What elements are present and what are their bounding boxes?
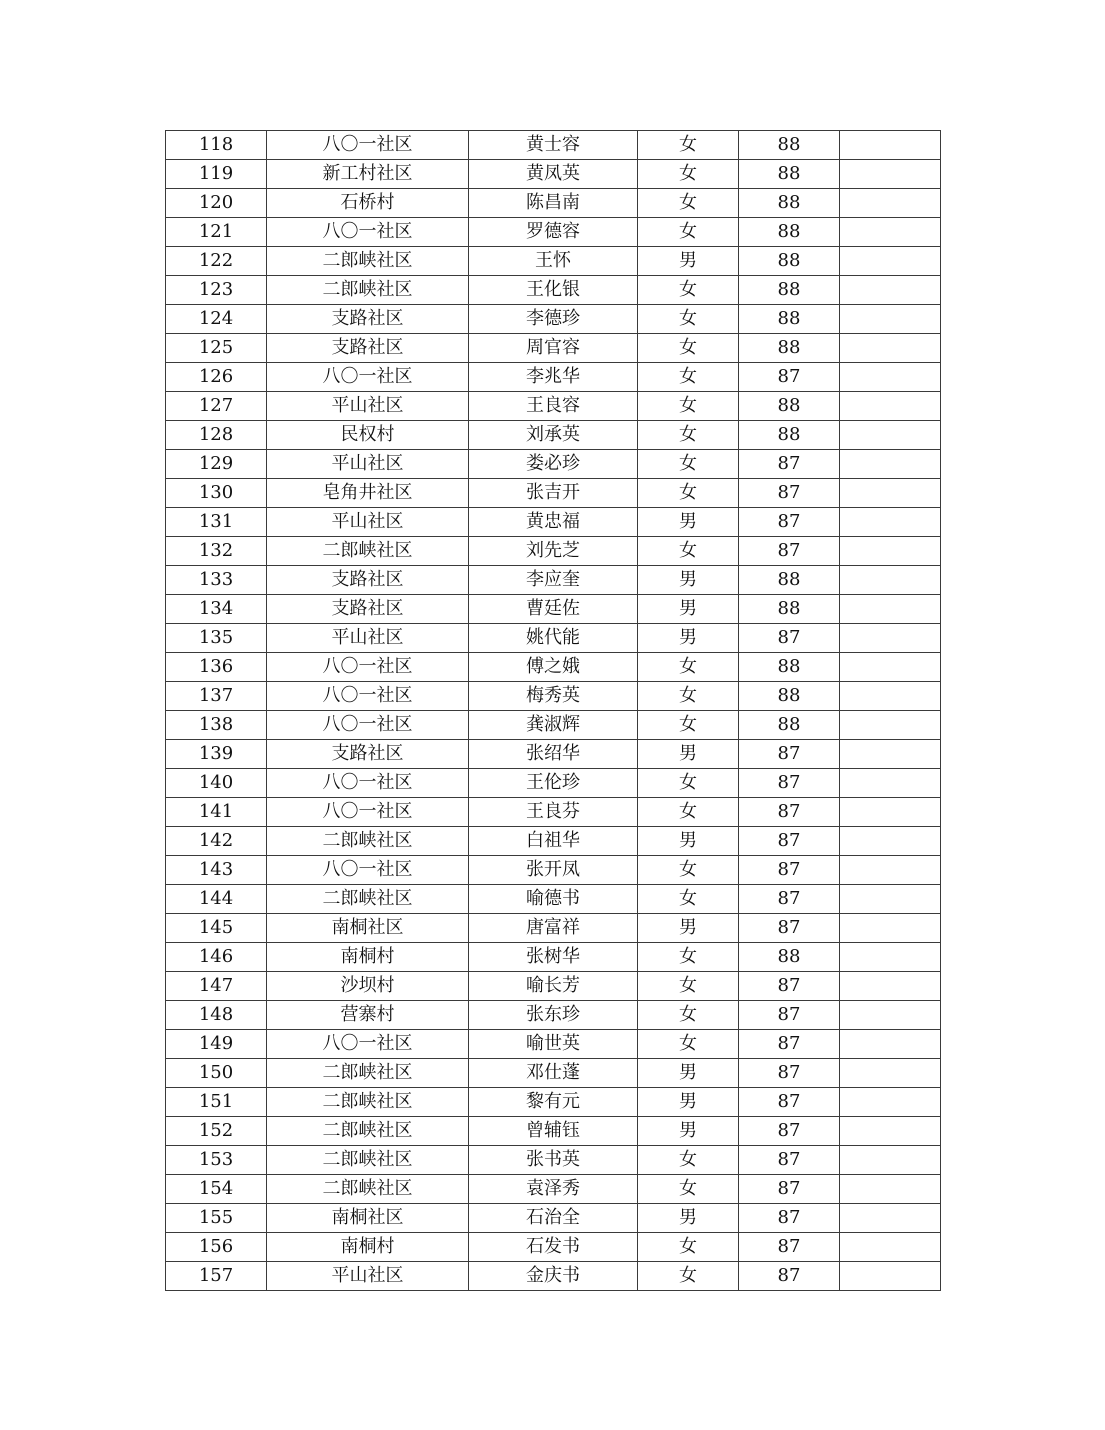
table-row — [166, 334, 941, 363]
note-cell — [840, 566, 941, 595]
table-row — [166, 363, 941, 392]
row-number-cell: 145 — [166, 914, 267, 943]
name-cell: 张东珍 — [469, 1001, 638, 1030]
age-cell: 87 — [739, 1030, 840, 1059]
sex-cell: 女 — [638, 711, 739, 740]
table-row — [166, 479, 941, 508]
table-row — [166, 682, 941, 711]
row-number-cell: 137 — [166, 682, 267, 711]
sex-cell: 女 — [638, 537, 739, 566]
age-cell: 87 — [739, 1001, 840, 1030]
table-row — [166, 798, 941, 827]
age-cell: 87 — [739, 1117, 840, 1146]
community-cell: 二郎峡社区 — [267, 885, 469, 914]
age-cell: 87 — [739, 624, 840, 653]
note-cell — [840, 1233, 941, 1262]
roster-table — [165, 130, 941, 1291]
name-cell: 傅之娥 — [469, 653, 638, 682]
note-cell — [840, 769, 941, 798]
sex-cell: 女 — [638, 1233, 739, 1262]
table-row — [166, 189, 941, 218]
note-cell — [840, 276, 941, 305]
table-row — [166, 653, 941, 682]
row-number-cell: 151 — [166, 1088, 267, 1117]
sex-cell: 女 — [638, 798, 739, 827]
row-number-cell: 121 — [166, 218, 267, 247]
note-cell — [840, 1146, 941, 1175]
table-row — [166, 856, 941, 885]
community-cell: 二郎峡社区 — [267, 537, 469, 566]
note-cell — [840, 943, 941, 972]
table-row — [166, 1117, 941, 1146]
community-cell: 平山社区 — [267, 450, 469, 479]
community-cell: 平山社区 — [267, 392, 469, 421]
community-cell: 民权村 — [267, 421, 469, 450]
note-cell — [840, 305, 941, 334]
community-cell: 八〇一社区 — [267, 798, 469, 827]
community-cell: 支路社区 — [267, 740, 469, 769]
sex-cell: 女 — [638, 392, 739, 421]
table-row — [166, 943, 941, 972]
community-cell: 南桐村 — [267, 943, 469, 972]
note-cell — [840, 537, 941, 566]
note-cell — [840, 1117, 941, 1146]
age-cell: 88 — [739, 943, 840, 972]
age-cell: 88 — [739, 305, 840, 334]
row-number-cell: 128 — [166, 421, 267, 450]
name-cell: 陈昌南 — [469, 189, 638, 218]
sex-cell: 女 — [638, 334, 739, 363]
sex-cell: 男 — [638, 740, 739, 769]
table-row — [166, 1175, 941, 1204]
name-cell: 周官容 — [469, 334, 638, 363]
note-cell — [840, 885, 941, 914]
community-cell: 沙坝村 — [267, 972, 469, 1001]
sex-cell: 男 — [638, 1204, 739, 1233]
sex-cell: 女 — [638, 1262, 739, 1291]
note-cell — [840, 711, 941, 740]
community-cell: 八〇一社区 — [267, 131, 469, 160]
sex-cell: 女 — [638, 131, 739, 160]
row-number-cell: 138 — [166, 711, 267, 740]
row-number-cell: 141 — [166, 798, 267, 827]
community-cell: 新工村社区 — [267, 160, 469, 189]
note-cell — [840, 798, 941, 827]
row-number-cell: 129 — [166, 450, 267, 479]
table-row — [166, 1059, 941, 1088]
age-cell: 87 — [739, 972, 840, 1001]
table-row — [166, 1262, 941, 1291]
community-cell: 八〇一社区 — [267, 1030, 469, 1059]
age-cell: 87 — [739, 740, 840, 769]
sex-cell: 女 — [638, 682, 739, 711]
name-cell: 曾辅钰 — [469, 1117, 638, 1146]
table-row — [166, 885, 941, 914]
row-number-cell: 119 — [166, 160, 267, 189]
name-cell: 曹廷佐 — [469, 595, 638, 624]
age-cell: 87 — [739, 537, 840, 566]
row-number-cell: 127 — [166, 392, 267, 421]
row-number-cell: 134 — [166, 595, 267, 624]
note-cell — [840, 160, 941, 189]
community-cell: 皂角井社区 — [267, 479, 469, 508]
name-cell: 张开凤 — [469, 856, 638, 885]
name-cell: 喻长芳 — [469, 972, 638, 1001]
note-cell — [840, 972, 941, 1001]
note-cell — [840, 1001, 941, 1030]
sex-cell: 女 — [638, 1175, 739, 1204]
name-cell: 唐富祥 — [469, 914, 638, 943]
note-cell — [840, 131, 941, 160]
sex-cell: 女 — [638, 276, 739, 305]
sex-cell: 女 — [638, 305, 739, 334]
name-cell: 娄必珍 — [469, 450, 638, 479]
community-cell: 南桐社区 — [267, 1204, 469, 1233]
sex-cell: 女 — [638, 972, 739, 1001]
note-cell — [840, 740, 941, 769]
age-cell: 88 — [739, 682, 840, 711]
row-number-cell: 144 — [166, 885, 267, 914]
name-cell: 龚淑辉 — [469, 711, 638, 740]
age-cell: 88 — [739, 218, 840, 247]
name-cell: 张绍华 — [469, 740, 638, 769]
community-cell: 平山社区 — [267, 1262, 469, 1291]
row-number-cell: 149 — [166, 1030, 267, 1059]
name-cell: 王良芬 — [469, 798, 638, 827]
row-number-cell: 124 — [166, 305, 267, 334]
age-cell: 87 — [739, 1175, 840, 1204]
row-number-cell: 132 — [166, 537, 267, 566]
name-cell: 石治全 — [469, 1204, 638, 1233]
name-cell: 袁泽秀 — [469, 1175, 638, 1204]
sex-cell: 男 — [638, 914, 739, 943]
community-cell: 二郎峡社区 — [267, 247, 469, 276]
community-cell: 二郎峡社区 — [267, 1117, 469, 1146]
row-number-cell: 126 — [166, 363, 267, 392]
note-cell — [840, 827, 941, 856]
sex-cell: 女 — [638, 1001, 739, 1030]
community-cell: 二郎峡社区 — [267, 1059, 469, 1088]
note-cell — [840, 914, 941, 943]
sex-cell: 女 — [638, 1030, 739, 1059]
row-number-cell: 150 — [166, 1059, 267, 1088]
row-number-cell: 131 — [166, 508, 267, 537]
table-row — [166, 421, 941, 450]
age-cell: 87 — [739, 1088, 840, 1117]
table-row — [166, 914, 941, 943]
table-row — [166, 972, 941, 1001]
note-cell — [840, 450, 941, 479]
table-row — [166, 624, 941, 653]
age-cell: 87 — [739, 769, 840, 798]
sex-cell: 男 — [638, 508, 739, 537]
table-row — [166, 305, 941, 334]
row-number-cell: 152 — [166, 1117, 267, 1146]
table-row — [166, 595, 941, 624]
sex-cell: 男 — [638, 566, 739, 595]
note-cell — [840, 421, 941, 450]
note-cell — [840, 363, 941, 392]
sex-cell: 女 — [638, 218, 739, 247]
row-number-cell: 122 — [166, 247, 267, 276]
sex-cell: 女 — [638, 653, 739, 682]
note-cell — [840, 1030, 941, 1059]
note-cell — [840, 595, 941, 624]
table-row — [166, 131, 941, 160]
sex-cell: 女 — [638, 769, 739, 798]
note-cell — [840, 218, 941, 247]
roster-table-body — [166, 131, 941, 1291]
note-cell — [840, 682, 941, 711]
age-cell: 88 — [739, 131, 840, 160]
age-cell: 87 — [739, 479, 840, 508]
sex-cell: 女 — [638, 421, 739, 450]
age-cell: 87 — [739, 363, 840, 392]
age-cell: 88 — [739, 392, 840, 421]
age-cell: 87 — [739, 1233, 840, 1262]
name-cell: 黄凤英 — [469, 160, 638, 189]
row-number-cell: 130 — [166, 479, 267, 508]
age-cell: 88 — [739, 189, 840, 218]
note-cell — [840, 1204, 941, 1233]
row-number-cell: 140 — [166, 769, 267, 798]
age-cell: 87 — [739, 827, 840, 856]
name-cell: 黄士容 — [469, 131, 638, 160]
sex-cell: 女 — [638, 943, 739, 972]
table-row — [166, 1233, 941, 1262]
name-cell: 王怀 — [469, 247, 638, 276]
row-number-cell: 153 — [166, 1146, 267, 1175]
age-cell: 87 — [739, 885, 840, 914]
sex-cell: 女 — [638, 160, 739, 189]
note-cell — [840, 653, 941, 682]
row-number-cell: 157 — [166, 1262, 267, 1291]
age-cell: 87 — [739, 1146, 840, 1175]
table-row — [166, 1204, 941, 1233]
name-cell: 喻德书 — [469, 885, 638, 914]
community-cell: 支路社区 — [267, 595, 469, 624]
row-number-cell: 156 — [166, 1233, 267, 1262]
row-number-cell: 143 — [166, 856, 267, 885]
name-cell: 刘先芝 — [469, 537, 638, 566]
name-cell: 罗德容 — [469, 218, 638, 247]
age-cell: 87 — [739, 856, 840, 885]
community-cell: 二郎峡社区 — [267, 1175, 469, 1204]
age-cell: 88 — [739, 566, 840, 595]
name-cell: 李德珍 — [469, 305, 638, 334]
community-cell: 二郎峡社区 — [267, 1088, 469, 1117]
sex-cell: 男 — [638, 624, 739, 653]
sex-cell: 女 — [638, 856, 739, 885]
row-number-cell: 139 — [166, 740, 267, 769]
age-cell: 88 — [739, 276, 840, 305]
row-number-cell: 136 — [166, 653, 267, 682]
name-cell: 李兆华 — [469, 363, 638, 392]
sex-cell: 女 — [638, 479, 739, 508]
name-cell: 喻世英 — [469, 1030, 638, 1059]
age-cell: 88 — [739, 421, 840, 450]
note-cell — [840, 392, 941, 421]
age-cell: 87 — [739, 1204, 840, 1233]
age-cell: 87 — [739, 1059, 840, 1088]
table-row — [166, 769, 941, 798]
note-cell — [840, 1262, 941, 1291]
age-cell: 87 — [739, 798, 840, 827]
community-cell: 南桐村 — [267, 1233, 469, 1262]
table-row — [166, 218, 941, 247]
community-cell: 营寨村 — [267, 1001, 469, 1030]
table-row — [166, 247, 941, 276]
community-cell: 八〇一社区 — [267, 363, 469, 392]
row-number-cell: 123 — [166, 276, 267, 305]
age-cell: 88 — [739, 595, 840, 624]
table-row — [166, 160, 941, 189]
table-row — [166, 1030, 941, 1059]
name-cell: 姚代能 — [469, 624, 638, 653]
table-row — [166, 1088, 941, 1117]
row-number-cell: 142 — [166, 827, 267, 856]
community-cell: 支路社区 — [267, 334, 469, 363]
name-cell: 黄忠福 — [469, 508, 638, 537]
age-cell: 87 — [739, 914, 840, 943]
sex-cell: 男 — [638, 247, 739, 276]
table-row — [166, 711, 941, 740]
name-cell: 金庆书 — [469, 1262, 638, 1291]
community-cell: 八〇一社区 — [267, 769, 469, 798]
sex-cell: 男 — [638, 827, 739, 856]
name-cell: 白祖华 — [469, 827, 638, 856]
name-cell: 张吉开 — [469, 479, 638, 508]
name-cell: 石发书 — [469, 1233, 638, 1262]
community-cell: 南桐社区 — [267, 914, 469, 943]
note-cell — [840, 247, 941, 276]
name-cell: 张树华 — [469, 943, 638, 972]
table-row — [166, 1001, 941, 1030]
community-cell: 二郎峡社区 — [267, 827, 469, 856]
sex-cell: 男 — [638, 595, 739, 624]
name-cell: 李应奎 — [469, 566, 638, 595]
sex-cell: 男 — [638, 1117, 739, 1146]
age-cell: 88 — [739, 247, 840, 276]
age-cell: 87 — [739, 1262, 840, 1291]
table-row — [166, 508, 941, 537]
age-cell: 88 — [739, 653, 840, 682]
age-cell: 87 — [739, 450, 840, 479]
note-cell — [840, 334, 941, 363]
sex-cell: 男 — [638, 1059, 739, 1088]
community-cell: 八〇一社区 — [267, 711, 469, 740]
name-cell: 黎有元 — [469, 1088, 638, 1117]
note-cell — [840, 508, 941, 537]
note-cell — [840, 189, 941, 218]
community-cell: 八〇一社区 — [267, 856, 469, 885]
table-row — [166, 827, 941, 856]
sex-cell: 女 — [638, 885, 739, 914]
community-cell: 平山社区 — [267, 508, 469, 537]
name-cell: 梅秀英 — [469, 682, 638, 711]
row-number-cell: 133 — [166, 566, 267, 595]
table-row — [166, 740, 941, 769]
row-number-cell: 147 — [166, 972, 267, 1001]
table-row — [166, 537, 941, 566]
row-number-cell: 135 — [166, 624, 267, 653]
community-cell: 石桥村 — [267, 189, 469, 218]
row-number-cell: 125 — [166, 334, 267, 363]
sex-cell: 女 — [638, 450, 739, 479]
row-number-cell: 154 — [166, 1175, 267, 1204]
community-cell: 支路社区 — [267, 566, 469, 595]
community-cell: 二郎峡社区 — [267, 1146, 469, 1175]
sex-cell: 女 — [638, 363, 739, 392]
row-number-cell: 148 — [166, 1001, 267, 1030]
note-cell — [840, 1088, 941, 1117]
name-cell: 刘承英 — [469, 421, 638, 450]
table-row — [166, 392, 941, 421]
community-cell: 八〇一社区 — [267, 218, 469, 247]
age-cell: 87 — [739, 508, 840, 537]
name-cell: 王良容 — [469, 392, 638, 421]
note-cell — [840, 624, 941, 653]
community-cell: 支路社区 — [267, 305, 469, 334]
community-cell: 二郎峡社区 — [267, 276, 469, 305]
note-cell — [840, 1175, 941, 1204]
note-cell — [840, 1059, 941, 1088]
age-cell: 88 — [739, 334, 840, 363]
table-row — [166, 450, 941, 479]
row-number-cell: 155 — [166, 1204, 267, 1233]
note-cell — [840, 479, 941, 508]
community-cell: 平山社区 — [267, 624, 469, 653]
table-row — [166, 1146, 941, 1175]
name-cell: 邓仕蓬 — [469, 1059, 638, 1088]
community-cell: 八〇一社区 — [267, 682, 469, 711]
community-cell: 八〇一社区 — [267, 653, 469, 682]
row-number-cell: 146 — [166, 943, 267, 972]
sex-cell: 男 — [638, 1088, 739, 1117]
note-cell — [840, 856, 941, 885]
name-cell: 王伦珍 — [469, 769, 638, 798]
table-row — [166, 566, 941, 595]
table-row — [166, 276, 941, 305]
sex-cell: 女 — [638, 1146, 739, 1175]
row-number-cell: 120 — [166, 189, 267, 218]
row-number-cell: 118 — [166, 131, 267, 160]
sex-cell: 女 — [638, 189, 739, 218]
name-cell: 王化银 — [469, 276, 638, 305]
age-cell: 88 — [739, 711, 840, 740]
name-cell: 张书英 — [469, 1146, 638, 1175]
age-cell: 88 — [739, 160, 840, 189]
